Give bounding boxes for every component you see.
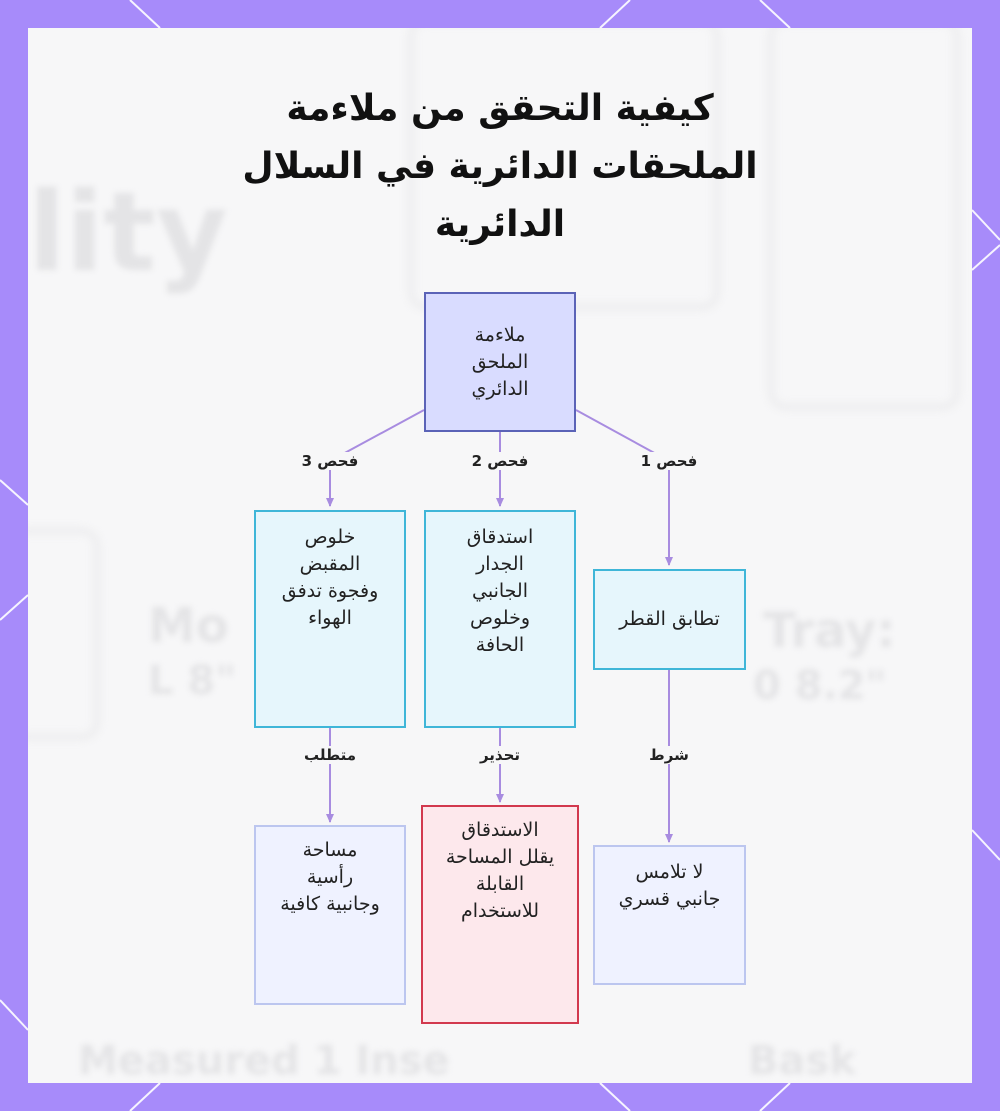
background-text: 0 8.2": [753, 663, 887, 709]
background-text: Bask: [748, 1038, 856, 1083]
result-node-no-contact: [593, 845, 746, 985]
edge-label-check1: فحص 1: [637, 452, 702, 470]
edge-label-check3: فحص 3: [298, 452, 363, 470]
step-node-diameter: [593, 569, 746, 670]
step-node-label: استدقاق الجدار الجانبي وخلوص الحافة: [466, 526, 534, 656]
background-text: Mo: [148, 598, 229, 654]
result-node-label: الاستدقاق يقلل المساحة القابلة للاستخدام: [445, 819, 555, 922]
result-node-label: مساحة رأسية وجانبية كافية: [280, 839, 380, 915]
step-node-label: خلوص المقبض وفجوة تدفق الهواء: [281, 526, 379, 629]
title-line: الملحقات الدائرية في السلال: [242, 146, 758, 187]
step-node-sidewall: [424, 510, 576, 728]
diagram-panel: [28, 28, 972, 1083]
result-node-space: [254, 825, 406, 1005]
background-text: Measured 1 Inse: [78, 1038, 450, 1083]
step-node-handle: [254, 510, 406, 728]
background-text: L 8": [148, 658, 237, 704]
root-node: [424, 292, 576, 432]
link-root-diameter: [576, 410, 669, 565]
edge-label-condition: شرط: [645, 746, 693, 764]
root-node-label: ملاءمة الملحق الدائري: [471, 323, 529, 400]
title-line: الدائرية: [434, 204, 566, 245]
edge-label-requirement: متطلب: [300, 746, 360, 764]
step-node-label: تطابق القطر: [619, 608, 720, 630]
result-node-label: لا تلامس جانبي قسري: [618, 861, 721, 910]
edge-label-check2: فحص 2: [468, 452, 533, 470]
background-text: Tray:: [763, 603, 896, 659]
title-line: كيفية التحقق من ملاءمة: [286, 88, 714, 129]
background-text: lity: [28, 168, 228, 296]
edge-label-warning: تحذير: [476, 746, 524, 764]
result-node-taper-warning: [421, 805, 579, 1024]
